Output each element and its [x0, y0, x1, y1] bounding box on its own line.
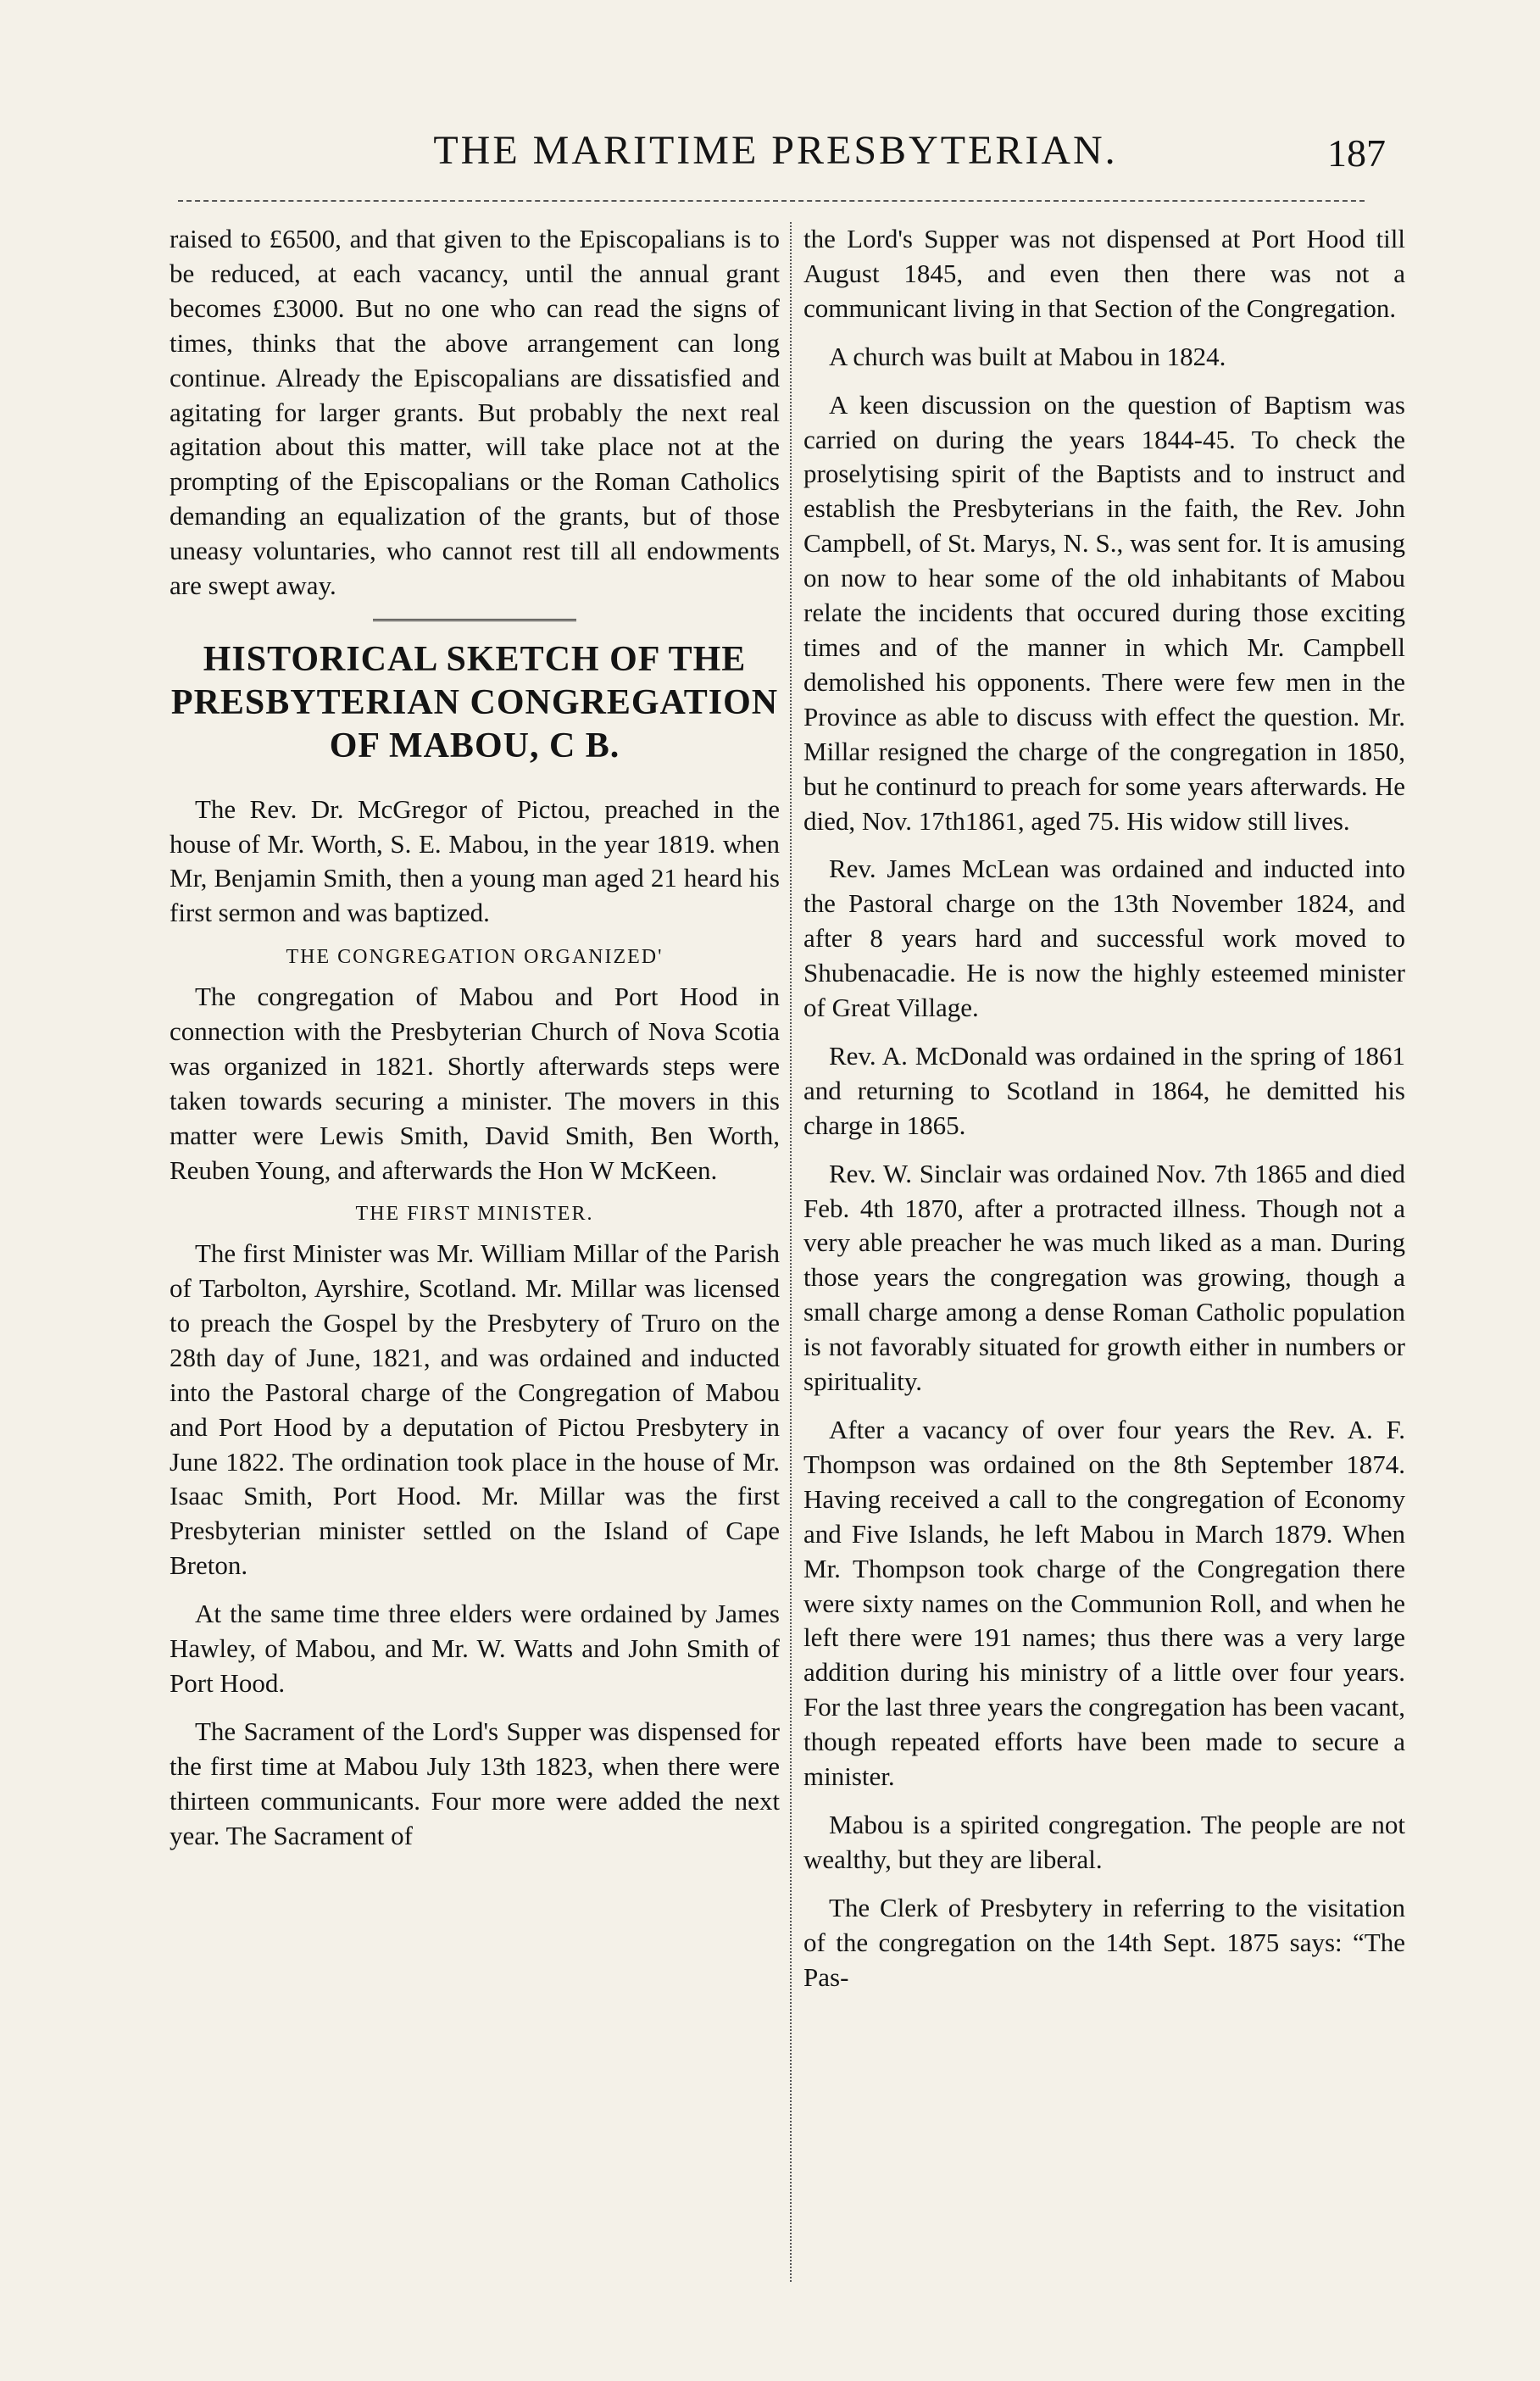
- paragraph-elders: At the same time three elders were ordained by James Hawley, of Mabou, and Mr. W. Watts and John Smith of Port Hood.: [170, 1599, 780, 1698]
- subheading-organized: THE CONGREGATION ORGANIZED': [286, 946, 664, 969]
- page-header: [165, 127, 1386, 186]
- running-title: THE MARITIME PRESBYTERIAN.: [433, 128, 1118, 173]
- paragraph-spirited: Mabou is a spirited congregation. The people are not wealthy, but they are liberal.: [803, 1809, 1405, 1874]
- paragraph-mcgregor: The Rev. Dr. McGregor of Pictou, preached in the house of Mr. Worth, S. E. Mabou, in the year 1819. when Mr, Benjamin Smith, then a young man aged 21 heard his first sermon and was baptized.: [170, 793, 780, 928]
- paragraph-baptism: A keen discussion on the question of Baptism was carried on during the years 1844-45. To check the proselytising spirit of the Baptists and to instruct and establish the Presbyterians in the faith, the Rev. John Campbell, of St. Marys, N. S., was sent for. It is amusing on now to hear some of the old inhabitants of Mabou relate the incidents that occured during those exciting times and of the manner in which Mr. Campbell demolished his opponents. There were few men in the Province as able to discuss with effect the question. Mr. Millar resigned the charge of the congregation in 1850, but he continurd to preach for some years afterwards. He died, Nov. 17th1861, aged 75. His widow still lives.: [803, 389, 1405, 836]
- paragraph-clerk: The Clerk of Presbytery in referring to the visitation of the congregation on the 14th Sept. 1875 says: “The Pas-: [803, 1892, 1405, 1992]
- paragraph-church-built: A church was built at Mabou in 1824.: [829, 341, 1226, 371]
- header-rule: [178, 200, 1365, 202]
- left-column: [170, 222, 780, 2279]
- column-divider: [790, 222, 792, 2282]
- paragraph-sacrament: The Sacrament of the Lord's Supper was dispensed for the first time at Mabou July 13th 1823, when there were thirteen communicants. Four more were added the next year. The Sacrament of: [170, 1716, 780, 1850]
- subheading-first-minister: THE FIRST MINISTER.: [355, 1203, 594, 1226]
- paragraph-intro: raised to £6500, and that given to the Episcopalians is to be reduced, at each vacancy, until the annual grant becomes £3000. But no one who can read the signs of times, thinks that the above arrangement can long continue. Already the Episcopalians are dissatisfied and agitating for larger grants. But probably the next real agitation about this matter, will take place not at the prompting of the Episcopalians or the Roman Catholics demanding an equalization of the grants, but of those uneasy voluntaries, who cannot rest till all endowments are swept away.: [170, 224, 780, 601]
- paragraph-continuation: the Lord's Supper was not dispensed at Port Hood till August 1845, and even then there was not a communicant living in that Section of the Congregation.: [803, 224, 1405, 323]
- page-number: 187: [1327, 131, 1386, 175]
- paragraph-organized: The congregation of Mabou and Port Hood in connection with the Presbyterian Church of Nova Scotia was organized in 1821. Shortly afterwards steps were taken towards securing a minister. The movers in this matter were Lewis Smith, David Smith, Ben Worth, Reuben Young, and afterwards the Hon W McKeen.: [170, 981, 780, 1185]
- right-column: [803, 222, 1405, 2279]
- paragraph-sinclair: Rev. W. Sinclair was ordained Nov. 7th 1865 and died Feb. 4th 1870, after a protracted illness. Though not a very able preacher he was much liked as a man. During those years the congregation was growing, though a small charge among a dense Roman Catholic population is not favorably situated for growth either in numbers or spirituality.: [803, 1158, 1405, 1397]
- article-title: HISTORICAL SKETCH OF THE PRESBYTERIAN CONGREGATION OF MABOU, C B.: [170, 639, 779, 766]
- paragraph-mclean: Rev. James McLean was ordained and inducted into the Pastoral charge on the 13th November 1824, and after 8 years hard and successful work moved to Shubenacadie. He is now the highly esteemed minister of Great Village.: [803, 854, 1405, 1023]
- section-divider: [373, 619, 576, 625]
- paragraph-thompson: After a vacancy of over four years the Rev. A. F. Thompson was ordained on the 8th September 1874. Having received a call to the congregation of Economy and Five Islands, he left Mabou in March 1879. When Mr. Thompson took charge of the Congregation there were sixty names on the Communion Roll, and when he left there were 191 names; thus there was a very large addition during his ministry of a little over four years. For the last three years the congregation has been vacant, though repeated efforts have been made to secure a minister.: [803, 1415, 1405, 1792]
- paragraph-first-minister: The first Minister was Mr. William Millar of the Parish of Tarbolton, Ayrshire, Scotland. Mr. Millar was licensed to preach the Gospel by the Presbytery of Truro on the 28th day of June, 1821, and was ordained and inducted into the Pastoral charge of the Congregation of Mabou and Port Hood by a deputation of Pictou Presbytery in June 1822. The ordination took place in the house of Mr. Isaac Smith, Port Hood. Mr. Millar was the first Presbyterian minister settled on the Island of Cape Breton.: [170, 1238, 780, 1581]
- paragraph-mcdonald: Rev. A. McDonald was ordained in the spring of 1861 and returning to Scotland in 1864, he demitted his charge in 1865.: [803, 1040, 1405, 1140]
